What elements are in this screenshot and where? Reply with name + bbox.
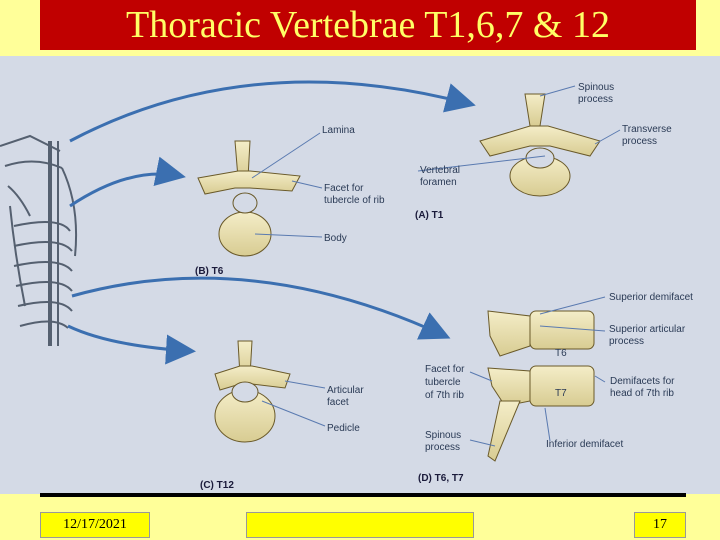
label-pedicle: Pedicle: [327, 423, 360, 434]
arrow-to-t6: [70, 174, 180, 206]
label-superior-articular: Superior articular: [609, 324, 686, 335]
label-spinous-process-a-2: process: [578, 94, 614, 105]
title-bar: [40, 0, 696, 50]
label-lamina: Lamina: [322, 125, 355, 136]
label-spinous-process-a: Spinous: [578, 82, 615, 93]
label-spinous-d: Spinous: [425, 430, 462, 441]
label-superior-articular-2: process: [609, 336, 645, 347]
footer-center: [246, 512, 474, 538]
label-articular-facet-2: facet: [327, 397, 349, 408]
vertebra-t6: [198, 141, 300, 256]
label-transverse-process: Transverse: [622, 124, 672, 135]
panel-label-a: (A) T1: [415, 210, 444, 221]
vertebrae-figure: [0, 56, 720, 494]
arrow-to-t6t7: [72, 278, 445, 336]
arrow-to-t12: [68, 326, 190, 351]
label-facet-7th-2: tubercle: [425, 377, 461, 388]
label-body: Body: [324, 233, 347, 244]
arrows: [68, 82, 470, 351]
label-articular-facet: Articular: [327, 385, 364, 396]
label-demifacets-2: head of 7th rib: [610, 388, 674, 399]
rib-cage-drawing: [0, 136, 76, 346]
arrow-to-t1: [70, 82, 470, 141]
label-spinous-d-2: process: [425, 442, 461, 453]
footer-divider: [40, 493, 686, 497]
label-demifacets: Demifacets for: [610, 376, 675, 387]
vertebrae-illustration: [0, 56, 720, 494]
label-t7: T7: [555, 388, 567, 399]
panel-label-b: (B) T6: [195, 266, 224, 277]
label-facet-7th: Facet for: [425, 364, 465, 375]
footer-date: 12/17/2021: [40, 512, 150, 538]
slide-title: Thoracic Vertebrae T1,6,7 & 12: [126, 4, 610, 46]
label-t6: T6: [555, 348, 567, 359]
panel-label-c: (C) T12: [200, 480, 234, 491]
label-transverse-process-2: process: [622, 136, 658, 147]
vertebra-t1: [480, 94, 600, 196]
label-inferior-demifacet: Inferior demifacet: [546, 439, 624, 450]
label-facet-7th-3: of 7th rib: [425, 390, 464, 401]
label-facet-tubercle-2: tubercle of rib: [324, 195, 385, 206]
page-number: 17: [634, 512, 686, 538]
panel-label-d: (D) T6, T7: [418, 473, 464, 484]
label-vertebral-foramen-2: foramen: [420, 177, 457, 188]
label-vertebral-foramen: Vertebral: [420, 165, 461, 176]
label-facet-tubercle: Facet for: [324, 183, 364, 194]
vertebra-t12: [215, 341, 290, 442]
label-superior-demifacet: Superior demifacet: [609, 292, 693, 303]
